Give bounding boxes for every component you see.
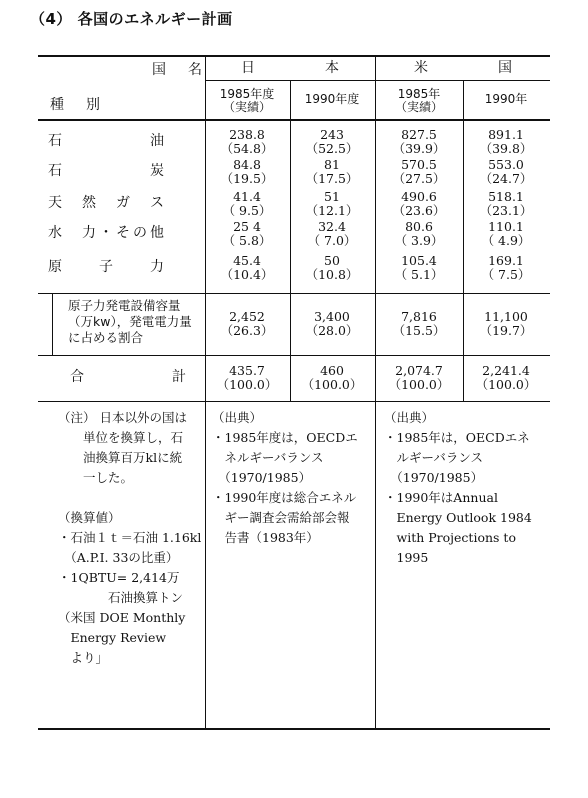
value: 105.4 bbox=[401, 253, 437, 268]
value: 84.8 bbox=[233, 157, 261, 172]
usa-header: 米 国 bbox=[414, 60, 512, 76]
nuclear-capacity-label: 原子力発電設備容量 （万kw），発電電力量 に占める割合 bbox=[68, 298, 192, 345]
value: 570.5 bbox=[401, 157, 437, 172]
capacity-value: 3,400 bbox=[314, 309, 350, 324]
share-percent: （39.9） bbox=[392, 141, 446, 156]
value: 25 4 bbox=[233, 219, 261, 234]
capacity-share: （19.7） bbox=[479, 323, 533, 338]
value: 490.6 bbox=[401, 189, 437, 204]
capacity-value: 11,100 bbox=[484, 309, 528, 324]
capacity-value: 7,816 bbox=[401, 309, 437, 324]
total-share: （100.0） bbox=[301, 377, 363, 392]
value: 169.1 bbox=[488, 253, 524, 268]
year-column-header: 1985年度 （実績） bbox=[219, 87, 275, 114]
value: 32.4 bbox=[318, 219, 346, 234]
value: 518.1 bbox=[488, 189, 524, 204]
value: 827.5 bbox=[401, 127, 437, 142]
notes-conversion: （注） 日本以外の国は 単位を換算し，石 油換算百万klに統 一した。 （換算値） ・石油１ｔ＝石油 1.16kl （A.P.I. 33の比重） ・1QBTU= 2,414万 石油換算トン （米国 DOE Monthly Energy Review より」 bbox=[58, 410, 202, 665]
total-share: （100.0） bbox=[475, 377, 537, 392]
share-percent: （54.8） bbox=[220, 141, 274, 156]
type-label: 種 別 bbox=[50, 97, 104, 113]
share-percent: （ 4.9） bbox=[481, 233, 531, 248]
share-percent: （23.6） bbox=[392, 203, 446, 218]
share-percent: （ 7.0） bbox=[307, 233, 357, 248]
value: 80.6 bbox=[405, 219, 433, 234]
value: 238.8 bbox=[229, 127, 265, 142]
capacity-value: 2,452 bbox=[229, 309, 265, 324]
nuclear-top-border bbox=[38, 293, 550, 294]
share-percent: （12.1） bbox=[305, 203, 359, 218]
share-percent: （10.8） bbox=[305, 267, 359, 282]
total-value: 2,241.4 bbox=[482, 363, 530, 378]
value: 41.4 bbox=[233, 189, 261, 204]
year-column-header: 1990年 bbox=[484, 92, 528, 106]
page-title: （4） 各国のエネルギー計画 bbox=[30, 10, 233, 28]
value: 45.4 bbox=[233, 253, 261, 268]
country-label: 国 名 bbox=[152, 62, 206, 78]
capacity-share: （26.3） bbox=[220, 323, 274, 338]
row-label: 石 炭 bbox=[48, 163, 167, 179]
total-value: 2,074.7 bbox=[395, 363, 443, 378]
share-percent: （39.8） bbox=[479, 141, 533, 156]
source-japan: （出典） ・1985年度は，OECDエ ネルギーバランス （1970/1985） ・1990年度は総合エネル ギー調査会需給部会報 告書（1983年） bbox=[212, 410, 358, 545]
share-percent: （ 7.5） bbox=[481, 267, 531, 282]
share-percent: （ 3.9） bbox=[394, 233, 444, 248]
total-value: 460 bbox=[320, 363, 344, 378]
value: 553.0 bbox=[488, 157, 524, 172]
total-top-border bbox=[38, 355, 550, 356]
share-percent: （27.5） bbox=[392, 171, 446, 186]
total-bottom-border bbox=[38, 401, 550, 402]
total-value: 435.7 bbox=[229, 363, 265, 378]
share-percent: （23.1） bbox=[479, 203, 533, 218]
nuclear-left-border bbox=[52, 293, 53, 355]
table-top-border bbox=[38, 55, 550, 57]
header-bottom-border bbox=[38, 119, 550, 121]
japan-header: 日 本 bbox=[241, 60, 339, 76]
share-percent: （10.4） bbox=[220, 267, 274, 282]
capacity-share: （28.0） bbox=[305, 323, 359, 338]
row-label: 原 子 力 bbox=[48, 259, 167, 275]
total-share: （100.0） bbox=[216, 377, 278, 392]
share-percent: （19.5） bbox=[220, 171, 274, 186]
row-label: 天 然 ガ ス bbox=[48, 195, 167, 211]
table-bottom-border bbox=[38, 728, 550, 730]
share-percent: （ 9.5） bbox=[222, 203, 272, 218]
value: 110.1 bbox=[488, 219, 524, 234]
total-share: （100.0） bbox=[388, 377, 450, 392]
source-usa: （出典） ・1985年は，OECDエネ ルギーバランス （1970/1985） ・1990年はAnnual Energy Outlook 1984 with Projections to 1995 bbox=[384, 410, 532, 565]
header-subdivider bbox=[205, 80, 550, 81]
total-label: 合 計 bbox=[70, 369, 189, 385]
value: 81 bbox=[324, 157, 340, 172]
year-column-header: 1985年 （実績） bbox=[394, 87, 443, 114]
row-label: 石 油 bbox=[48, 133, 167, 149]
share-percent: （24.7） bbox=[479, 171, 533, 186]
share-percent: （ 5.8） bbox=[222, 233, 272, 248]
share-percent: （ 5.1） bbox=[394, 267, 444, 282]
share-percent: （17.5） bbox=[305, 171, 359, 186]
year-column-header: 1990年度 bbox=[304, 92, 360, 106]
capacity-share: （15.5） bbox=[392, 323, 446, 338]
value: 891.1 bbox=[488, 127, 524, 142]
row-label: 水 力・その他 bbox=[48, 225, 167, 241]
value: 51 bbox=[324, 189, 340, 204]
value: 50 bbox=[324, 253, 340, 268]
value: 243 bbox=[320, 127, 344, 142]
share-percent: （52.5） bbox=[305, 141, 359, 156]
